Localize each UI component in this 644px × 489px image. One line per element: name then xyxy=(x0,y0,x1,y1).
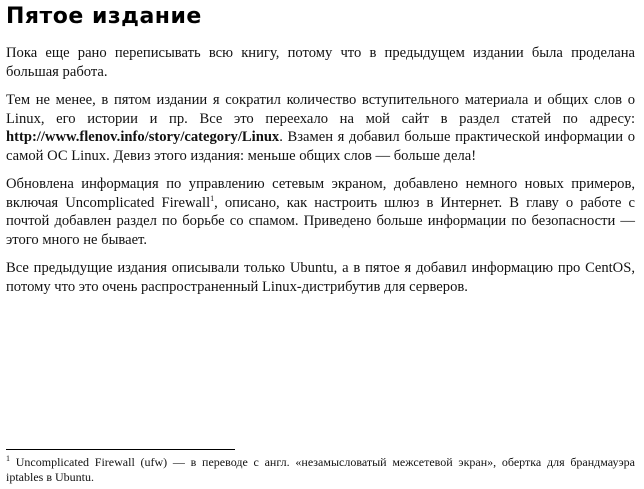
footnote-number: 1 xyxy=(6,454,10,463)
paragraph-2-text-end: . Взамен я добавил больше практической информации о самой ОС Linux. Девиз этого издания: меньше общих слов — больше дела! xyxy=(6,129,635,164)
footnote-reference: 1 xyxy=(210,193,215,203)
paragraph-3-text-start: Обновлена информация по управлению сетевым экраном, добавлено немного новых примеров, включая Uncomplicated Firewall xyxy=(6,176,635,211)
footnote xyxy=(6,455,635,485)
page-title: Пятое издание xyxy=(6,4,202,29)
paragraph-1: Пока еще рано переписывать всю книгу, потому что в предыдущем издании была проделана большая работа. xyxy=(6,45,635,80)
footnote-text: Uncomplicated Firewall (ufw) — в переводе с англ. «незамысловатый межсетевой экран», обертка для брандмауэра iptables в Ubuntu. xyxy=(6,455,635,484)
paragraph-3 xyxy=(6,175,635,249)
paragraph-2 xyxy=(6,91,635,165)
paragraph-2-text-start: Тем не менее, в пятом издании я сократил количество вступительного материала и общих слов о Linux, его истории и пр. Все это переехало на мой сайт в раздел статей по адресу: xyxy=(6,92,635,127)
paragraph-3-text-end: , описано, как настроить шлюз в Интернет. В главу о работе с почтой добавлен раздел по борьбе со спамом. Приведено больше информации по безопасности — этого много не бывает. xyxy=(6,194,635,248)
paragraph-4: Все предыдущие издания описывали только Ubuntu, а в пятое я добавил информацию про CentOS, потому что это очень распространенный Linux-дистрибутив для серверов. xyxy=(6,260,635,295)
body-text xyxy=(6,44,635,306)
site-url: http://www.flenov.info/story/category/Linux xyxy=(6,129,280,145)
footnote-divider xyxy=(6,449,235,450)
